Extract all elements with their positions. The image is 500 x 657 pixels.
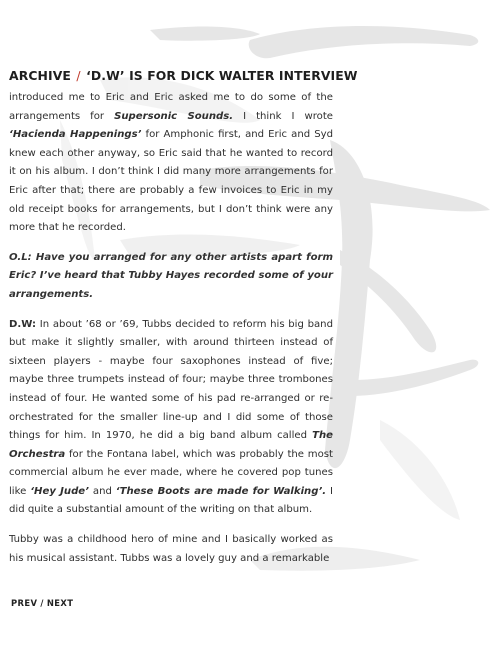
article xyxy=(9,68,358,579)
album-title: The Orchestra xyxy=(9,430,333,460)
title-separator: / xyxy=(76,68,81,83)
paragraph-text: and xyxy=(88,485,116,497)
page-title xyxy=(9,68,358,83)
speaker-label: D.W: xyxy=(9,318,37,330)
question-paragraph xyxy=(9,249,333,305)
track-title: ‘Hacienda Happenings’ xyxy=(9,129,142,141)
nav-separator: / xyxy=(40,598,44,608)
question-text: Have you arranged for any other artists apart form Eric? I’ve heard that Tubby Hayes recorded some of your arrangements. xyxy=(9,251,333,300)
next-link[interactable]: NEXT xyxy=(46,598,74,608)
track-title: ‘Hey Jude’ xyxy=(30,485,89,497)
paragraph-text: for the Fontana label, which was probably the most commercial album he ever made, where he covered pop tunes like xyxy=(9,448,333,497)
article-title: ‘D.W’ IS FOR DICK WALTER INTERVIEW xyxy=(86,68,358,83)
album-title: Supersonic Sounds. xyxy=(114,110,234,122)
paragraph-4 xyxy=(9,531,333,568)
speaker-label: O.L: xyxy=(9,251,32,263)
paragraph-text: I think I wrote xyxy=(233,110,333,122)
paragraph-text: Tubby was a childhood hero of mine and I basically worked as his musical assistant. Tubbs was a lovely guy and a remarkable xyxy=(9,534,333,564)
paragraph-text: for Amphonic first, and Eric and Syd knew each other anyway, so Eric said that he wanted to record it on his album. I don’t think I did many more arrangements for Eric after that; there are probably a few invoices to Eric in my old receipt books for arrangements, but I don’t think were any more that he recorded. xyxy=(9,129,333,234)
track-title: ‘These Boots are made for Walking’. xyxy=(115,485,327,497)
section-link[interactable]: ARCHIVE xyxy=(9,68,71,83)
paragraph-text: In about ’68 or ’69, Tubbs decided to reform his big band but make it slightly smaller, with around thirteen instead of sixteen players - maybe four saxophones instead of five; maybe three trumpets instead of four; maybe three trombones instead of four. He wanted some of his pad re-arranged or re-orchestrated for the smaller line-up and I did some of those things for him. In 1970, he did a big band album called xyxy=(9,318,333,442)
prev-link[interactable]: PREV xyxy=(11,598,38,608)
answer-paragraph xyxy=(9,316,333,521)
paragraph-text: I did quite a substantial amount of the writing on that album. xyxy=(9,485,334,516)
paragraph-text: introduced me to Eric and Eric asked me to do some of the arrangements for xyxy=(9,92,333,122)
paragraph-1 xyxy=(9,89,333,238)
pagination-nav xyxy=(11,598,73,608)
